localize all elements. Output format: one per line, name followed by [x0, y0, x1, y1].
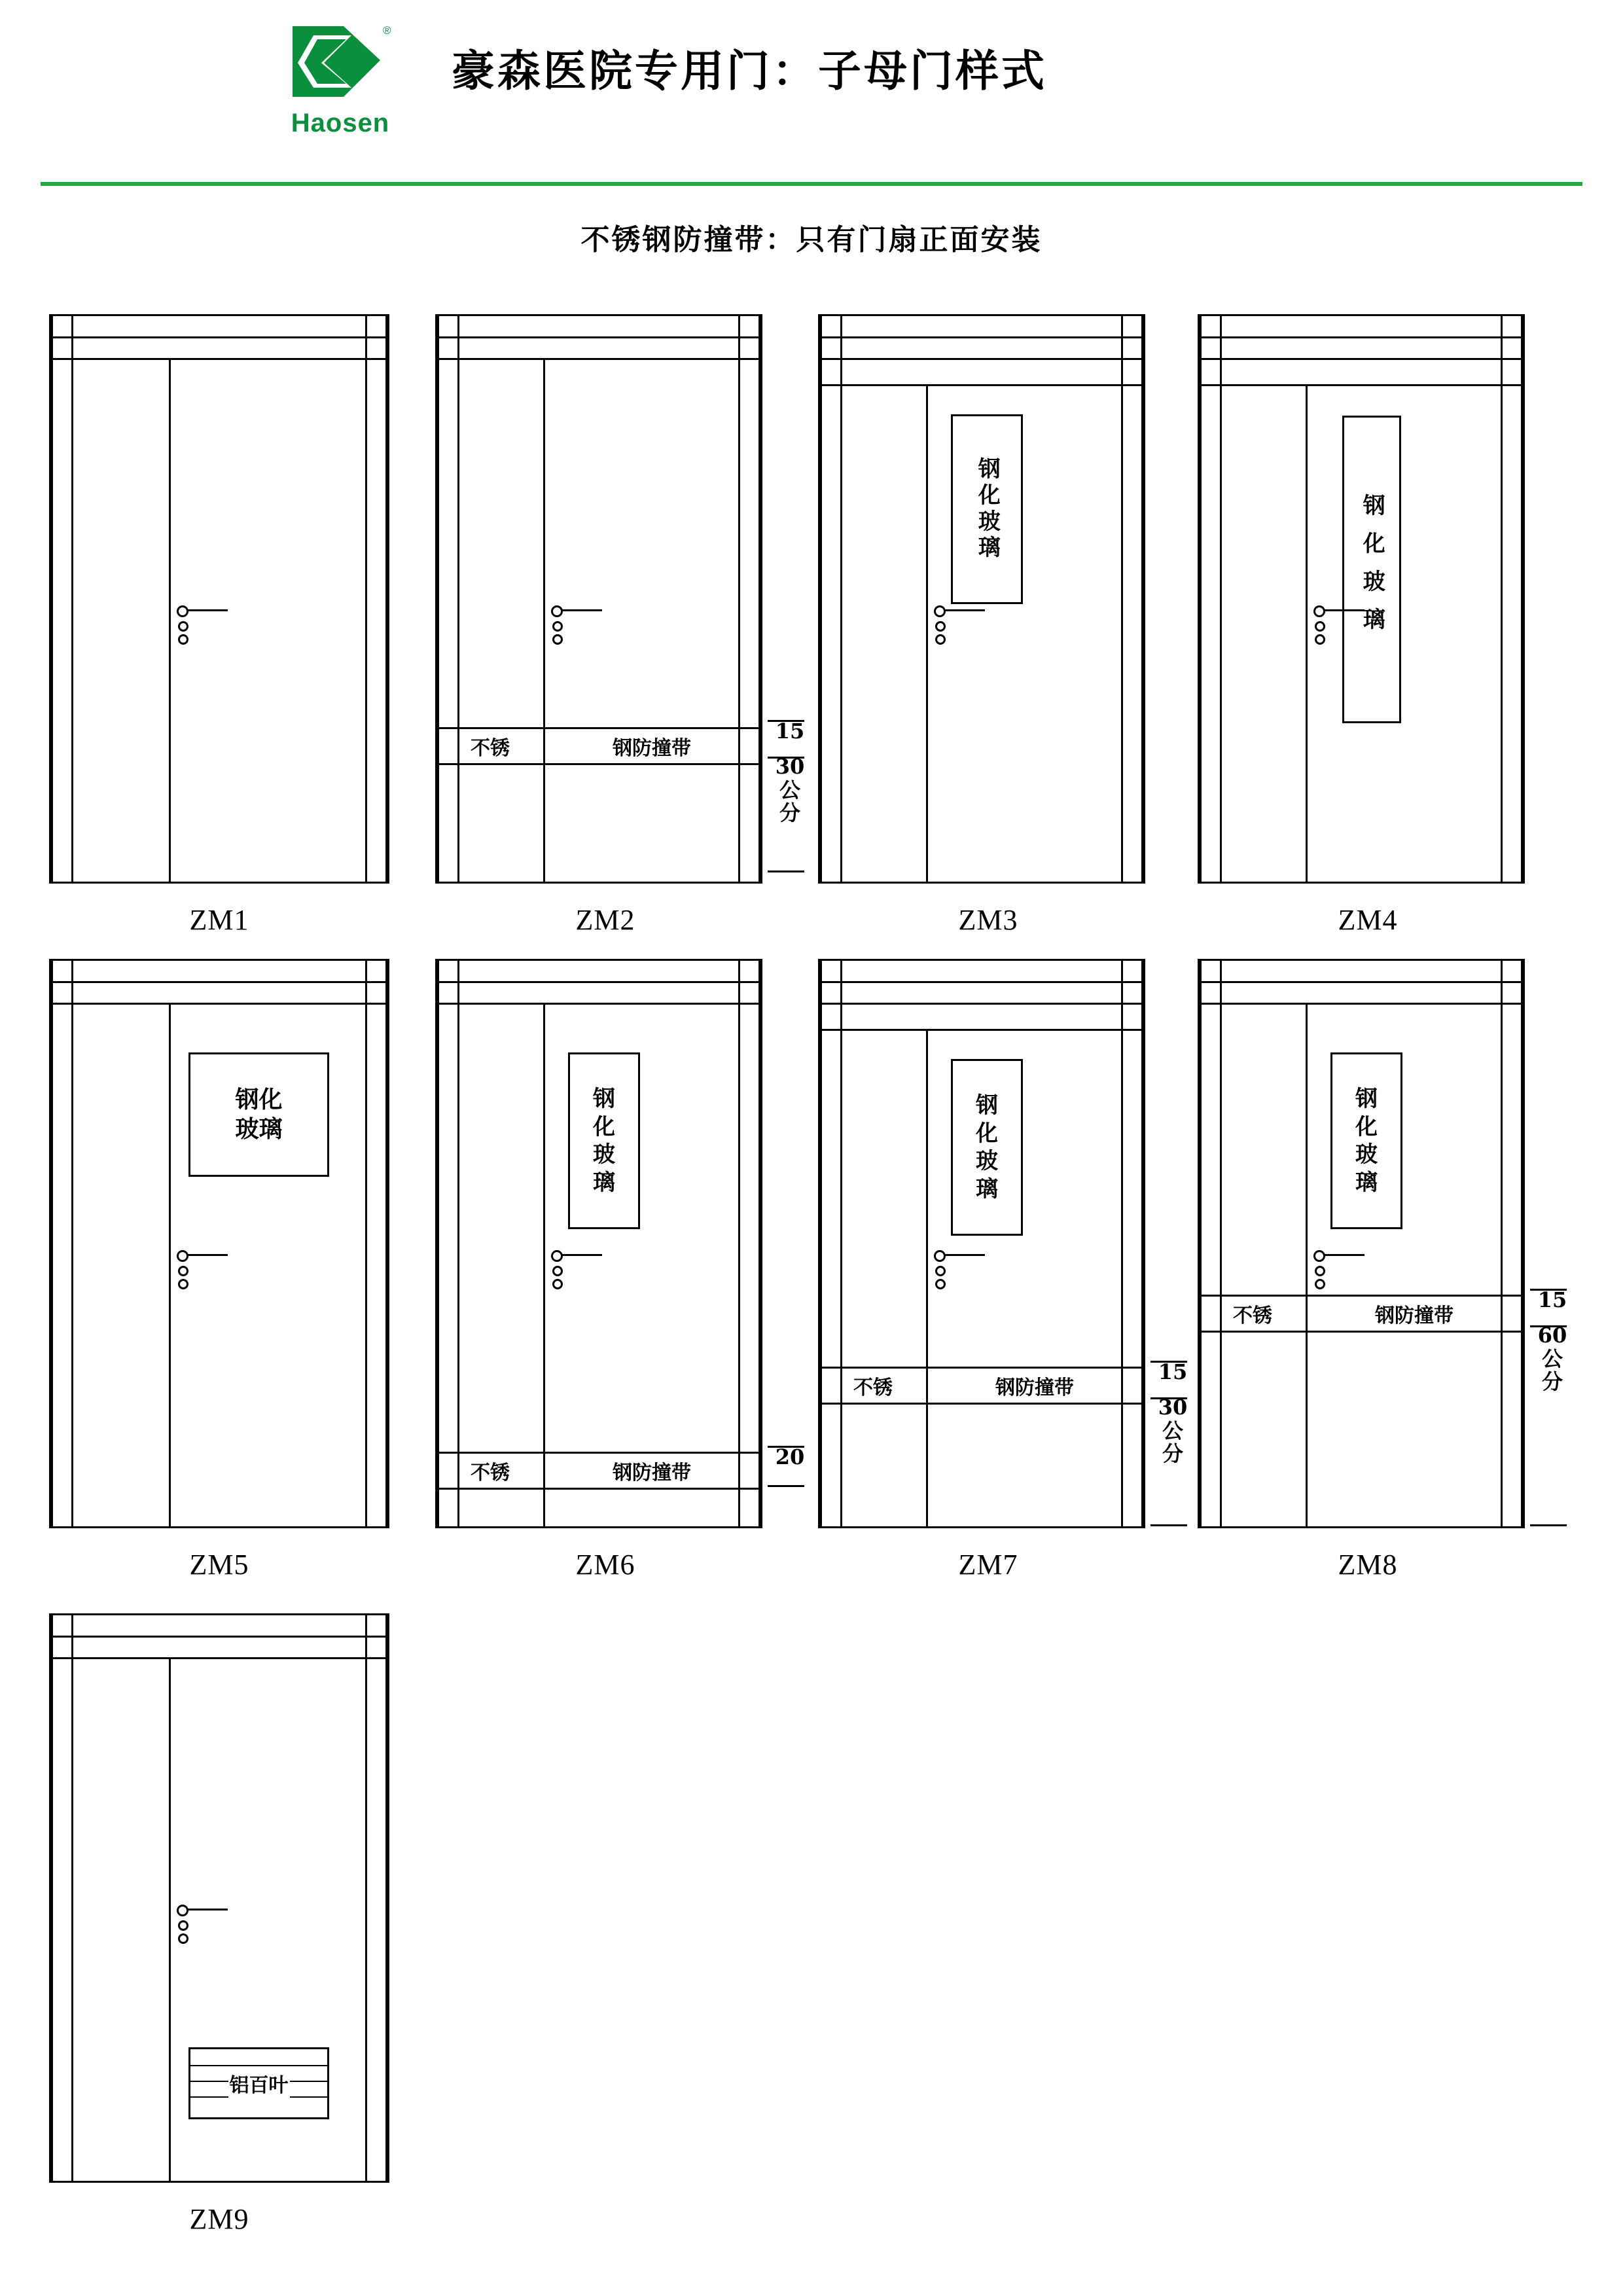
leaf-split-line — [1306, 1003, 1308, 1526]
leaf-split-line — [926, 384, 928, 882]
door-handle — [1312, 1249, 1378, 1295]
door-jamb-left — [820, 316, 842, 882]
door-jamb-left — [51, 961, 73, 1526]
door-figure-zm3 — [818, 314, 1158, 942]
dimension-annotation-zm6 — [770, 1446, 810, 1469]
door-frame — [818, 959, 1145, 1528]
door-frame — [49, 314, 389, 884]
door-jamb-right — [738, 316, 760, 882]
door-figure-zm6 — [435, 959, 805, 1587]
dim-value-30: 30 — [775, 753, 805, 779]
svg-text:®: ® — [382, 24, 391, 37]
glass-label: 钢化玻璃 — [976, 1092, 998, 1202]
dim-unit-fen: 分 — [779, 800, 800, 826]
bump-strip-label-left: 不锈 — [1233, 1304, 1272, 1327]
leaf-split-line — [926, 1029, 928, 1526]
dimension-annotation-zm2 — [770, 720, 810, 825]
brand-wordmark: Haosen — [291, 109, 390, 137]
dim-value-20: 20 — [775, 1444, 805, 1469]
transom-line — [1200, 358, 1523, 360]
dimension-annotation-zm7 — [1153, 1361, 1192, 1466]
door-handle — [933, 1249, 998, 1295]
glass-label: 钢化玻璃 — [235, 1086, 283, 1143]
dim-value-15: 15 — [1537, 1287, 1567, 1312]
bump-strip-band — [1200, 1295, 1523, 1333]
vision-glass-panel — [188, 1052, 329, 1177]
transom-line — [820, 1003, 1143, 1005]
bump-strip-label-right: 钢防撞带 — [1375, 1304, 1454, 1327]
leaf-split-line — [543, 1003, 545, 1526]
door-handle — [550, 1249, 615, 1295]
door-head — [437, 316, 760, 338]
bump-strip-label-right: 钢防撞带 — [613, 1462, 691, 1484]
bump-strip-band — [820, 1367, 1143, 1405]
door-jamb-left — [1200, 961, 1222, 1526]
door-handle — [175, 604, 241, 650]
bump-strip-label-left: 不锈 — [471, 1462, 510, 1484]
dim-unit-gong: 公 — [1541, 1346, 1563, 1371]
glass-label: 钢化玻璃 — [1359, 493, 1385, 645]
door-figure-zm7 — [818, 959, 1188, 1587]
leaf-split-line — [169, 1657, 171, 2181]
door-head — [1200, 961, 1523, 983]
page-subtitle: 不锈钢防撞带：只有门扇正面安装 — [580, 223, 1043, 257]
aluminum-louver-panel — [188, 2047, 329, 2119]
vision-glass-panel — [1342, 416, 1401, 723]
door-jamb-right — [365, 316, 387, 882]
door-jamb-left — [437, 316, 459, 882]
door-head-inner-line — [51, 358, 387, 360]
door-head — [51, 316, 387, 338]
door-head — [820, 961, 1143, 983]
dim-value-30: 30 — [1158, 1394, 1188, 1420]
door-figure-zm2 — [435, 314, 805, 942]
door-head — [437, 961, 760, 983]
leaf-split-line — [169, 358, 171, 882]
bump-strip-band — [437, 727, 760, 765]
door-jamb-right — [738, 961, 760, 1526]
figure-caption-zm3: ZM3 — [958, 904, 1018, 936]
dim-unit-gong: 公 — [779, 777, 800, 802]
door-head-inner-line — [820, 1029, 1143, 1031]
louver-label: 铝百叶 — [228, 2069, 290, 2098]
door-jamb-left — [51, 1615, 73, 2181]
door-handle — [933, 604, 998, 650]
door-figure-zm8 — [1198, 959, 1567, 1587]
dim-value-60: 60 — [1537, 1322, 1567, 1348]
door-head-inner-line — [820, 384, 1143, 386]
door-frame — [1198, 314, 1525, 884]
door-head-inner-line — [51, 1657, 387, 1659]
door-figure-zm4 — [1198, 314, 1538, 942]
leaf-split-line — [543, 358, 545, 882]
figure-caption-zm7: ZM7 — [958, 1549, 1018, 1581]
door-frame — [1198, 959, 1525, 1528]
door-jamb-right — [365, 1615, 387, 2181]
door-head — [51, 961, 387, 983]
door-handle — [550, 604, 615, 650]
door-jamb-right — [365, 961, 387, 1526]
door-jamb-left — [820, 961, 842, 1526]
door-figure-zm1 — [49, 314, 389, 942]
vision-glass-panel — [951, 414, 1023, 604]
figure-caption-zm4: ZM4 — [1338, 904, 1398, 936]
door-head — [1200, 316, 1523, 338]
bump-strip-label-right: 钢防撞带 — [613, 737, 691, 760]
dim-unit-fen: 分 — [1162, 1441, 1183, 1467]
door-head — [51, 1615, 387, 1638]
door-head-inner-line — [437, 358, 760, 360]
door-jamb-right — [1501, 961, 1523, 1526]
leaf-split-line — [1306, 384, 1308, 882]
vision-glass-panel — [568, 1052, 640, 1229]
glass-label: 钢化玻璃 — [1355, 1086, 1378, 1196]
door-jamb-left — [51, 316, 73, 882]
figure-caption-zm6: ZM6 — [575, 1549, 635, 1581]
door-jamb-left — [1200, 316, 1222, 882]
leaf-split-line — [169, 1003, 171, 1526]
vision-glass-panel — [1330, 1052, 1402, 1229]
figure-caption-zm2: ZM2 — [575, 904, 635, 936]
door-frame — [49, 959, 389, 1528]
door-jamb-right — [1121, 961, 1143, 1526]
dim-value-15: 15 — [1158, 1359, 1188, 1384]
bump-strip-label-left: 不锈 — [853, 1376, 893, 1399]
door-frame — [435, 314, 762, 884]
door-head — [820, 316, 1143, 338]
door-handle — [175, 1903, 241, 1949]
door-head-inner-line — [51, 1003, 387, 1005]
bump-strip-label-left: 不锈 — [471, 737, 510, 760]
bump-strip-band — [437, 1452, 760, 1490]
door-frame — [49, 1613, 389, 2183]
dimension-annotation-zm8 — [1533, 1289, 1572, 1394]
door-head-inner-line — [437, 1003, 760, 1005]
bump-strip-label-right: 钢防撞带 — [995, 1376, 1074, 1399]
door-handle — [175, 1249, 241, 1295]
figure-caption-zm9: ZM9 — [189, 2203, 249, 2235]
door-figure-zm9 — [49, 1613, 389, 2242]
transom-line — [820, 358, 1143, 360]
dim-unit-fen: 分 — [1541, 1369, 1563, 1395]
glass-label: 钢化玻璃 — [974, 457, 1001, 562]
page-title: 豪森医院专用门：子母门样式 — [452, 45, 1047, 96]
door-handle — [1312, 604, 1378, 650]
figure-caption-zm1: ZM1 — [189, 904, 249, 936]
dim-value-15: 15 — [775, 719, 805, 744]
vision-glass-panel — [951, 1059, 1023, 1236]
door-head-inner-line — [1200, 1003, 1523, 1005]
door-figure-zm5 — [49, 959, 389, 1587]
door-jamb-right — [1121, 316, 1143, 882]
door-jamb-left — [437, 961, 459, 1526]
dim-unit-gong: 公 — [1162, 1418, 1183, 1443]
door-frame — [818, 314, 1145, 884]
door-head-inner-line — [1200, 384, 1523, 386]
figure-caption-zm8: ZM8 — [1338, 1549, 1398, 1581]
figure-caption-zm5: ZM5 — [189, 1549, 249, 1581]
door-frame — [435, 959, 762, 1528]
glass-label: 钢化玻璃 — [593, 1086, 615, 1196]
door-jamb-right — [1501, 316, 1523, 882]
